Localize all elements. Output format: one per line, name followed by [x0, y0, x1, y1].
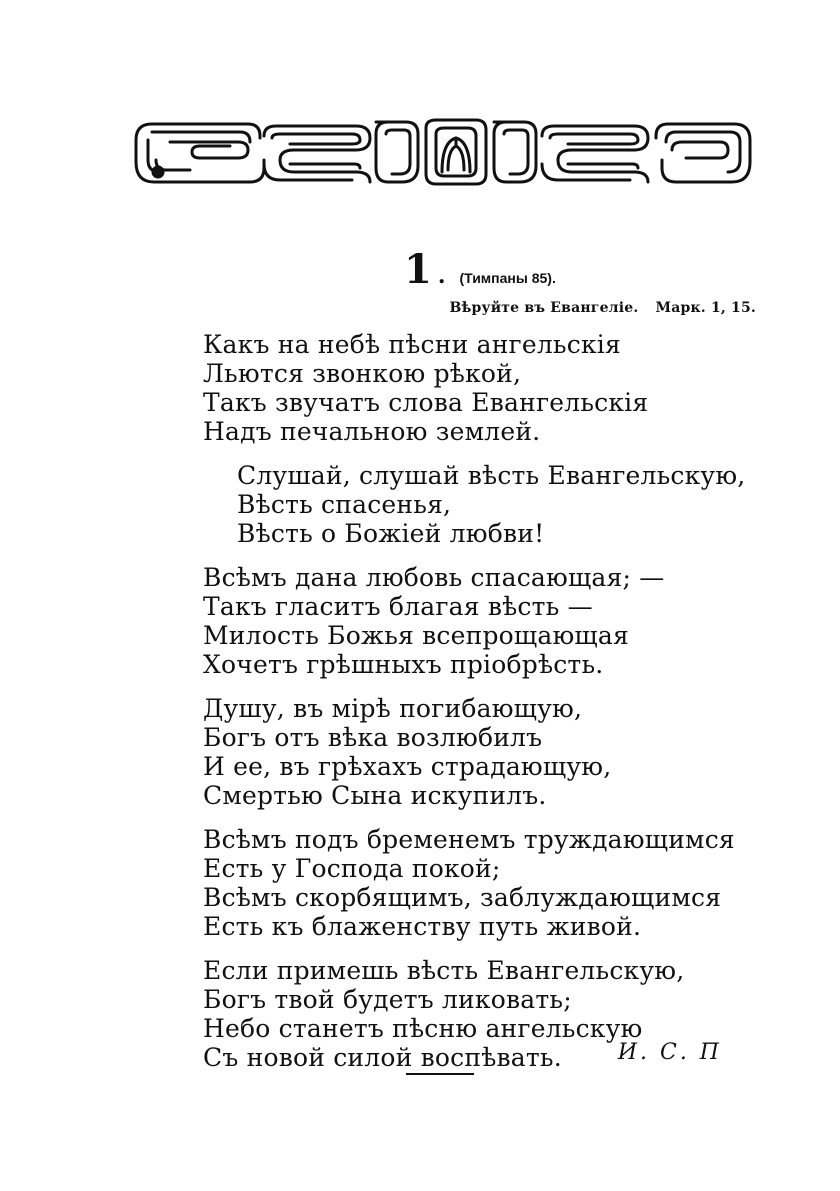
author-initials: И. С. П: [617, 1040, 722, 1065]
refrain-line: Вѣсть спасенья,: [237, 490, 452, 519]
stanza-4: [203, 825, 783, 941]
stanza-2: [203, 563, 783, 679]
verse-line: Богъ твой будетъ ликовать;: [203, 985, 572, 1014]
decorative-headpiece-ornament: [130, 116, 755, 188]
verse-line: Съ новой силой воспѣвать.: [203, 1043, 562, 1072]
verse-line: Небо станетъ пѣсню ангельскую: [203, 1014, 643, 1043]
refrain-line: Вѣсть о Божіей любви!: [237, 519, 545, 548]
verse-line: Если примешь вѣсть Евангельскую,: [203, 956, 685, 985]
verse-line: Смертью Сына искупилъ.: [203, 781, 547, 810]
verse-line: И ее, въ грѣхахъ страдающую,: [203, 752, 612, 781]
verse-line: Всѣмъ скорбящимъ, заблуждающимся: [203, 883, 722, 912]
stanza-3: [203, 694, 783, 810]
stanza-1: [203, 330, 783, 446]
epigraph: [449, 300, 756, 316]
epigraph-reference: Марк. 1, 15.: [655, 300, 756, 316]
refrain-line: Слушай, слушай вѣсть Евангельскую,: [237, 461, 746, 490]
hymn-source: (Тимпаны 85).: [459, 270, 556, 286]
verse-line: Какъ на небѣ пѣсни ангельскія: [203, 330, 621, 359]
hymn-heading: [404, 248, 556, 292]
epigraph-text: Вѣруйте въ Евангеліе.: [449, 300, 639, 316]
verse-line: Милость Божья всепрощающая: [203, 621, 629, 650]
verse-line: Надъ печальною землей.: [203, 417, 541, 446]
verse-line: Богъ отъ вѣка возлюбилъ: [203, 723, 543, 752]
hymn-text: [203, 330, 783, 1087]
verse-line: Всѣмъ подъ бременемъ труждающимся: [203, 825, 735, 854]
verse-line: Такъ гласитъ благая вѣсть —: [203, 592, 593, 621]
verse-line: Хочетъ грѣшныхъ пріобрѣсть.: [203, 650, 604, 679]
verse-line: Такъ звучатъ слова Евангельскія: [203, 388, 649, 417]
verse-line: Есть къ блаженству путь живой.: [203, 912, 642, 941]
verse-line: Есть у Господа покой;: [203, 854, 501, 883]
refrain: [237, 461, 783, 548]
closing-rule: [406, 1073, 474, 1075]
hymn-number: 1: [404, 246, 432, 293]
verse-line: Льются звонкою рѣкой,: [203, 359, 522, 388]
verse-line: Душу, въ мірѣ погибающую,: [203, 694, 583, 723]
verse-line: Всѣмъ дана любовь спасающая; —: [203, 563, 665, 592]
hymn-number-dot: .: [437, 263, 446, 289]
